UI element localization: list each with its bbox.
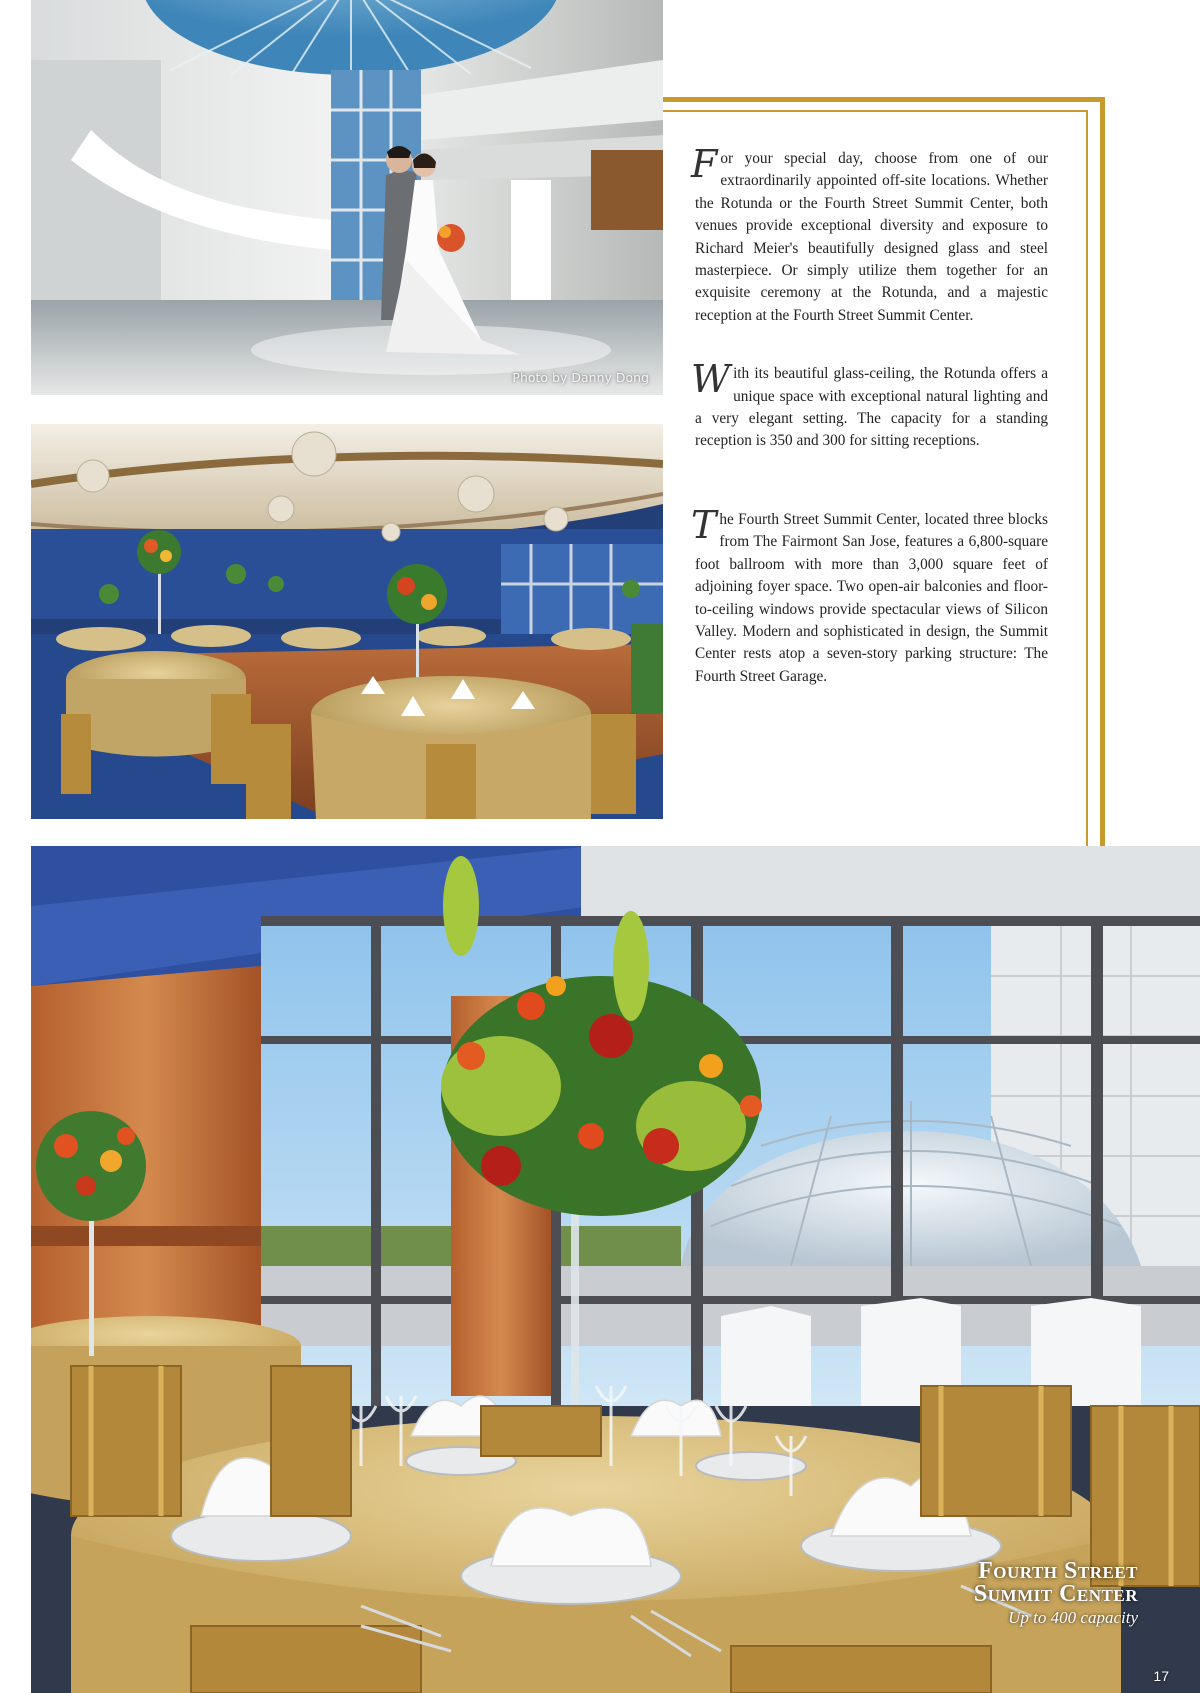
venue-description: [691, 142, 1048, 688]
venue-caption: [974, 1560, 1138, 1628]
drop-cap: W: [691, 357, 731, 402]
ballroom-photo: [31, 424, 663, 819]
paragraph-text: ith its beautiful glass-ceiling, the Rotunda offers a unique space with exceptional natural lighting and a very elegant setting. The capacity for a standing reception is 350 and 300 for sitting receptions.: [695, 365, 1048, 450]
drop-cap: F: [691, 142, 718, 186]
paragraph-text: or your special day, choose from one of our extraordinarily appointed off-site locations. Whether the Rotunda or the Fourth Street Summit Center, both venues provide exceptional diversity and exposure to Richard Meier's beautifully designed glass and steel masterpiece. Or simply utilize them together for an exquisite ceremony at the Rotunda, and a majestic reception at the Fourth Street Summit Center.: [695, 150, 1048, 324]
drop-cap: T: [691, 502, 717, 547]
page-number: 17: [1153, 1668, 1169, 1684]
intro-paragraph: [691, 142, 1048, 327]
summit-center-paragraph: [691, 502, 1048, 688]
caption-title-line-1: Fourth Street: [978, 1558, 1138, 1584]
capacity-label: Up to 400 capacity: [1008, 1608, 1138, 1627]
rotunda-paragraph: [691, 357, 1048, 453]
rotunda-wedding-photo: [31, 0, 663, 395]
photo-credit: Photo by Danny Dong: [512, 370, 649, 385]
caption-title-line-2: Summit Center: [973, 1581, 1138, 1607]
paragraph-text: he Fourth Street Summit Center, located three blocks from The Fairmont San Jose, features a 6,800-square foot ballroom with more than 3,000 square feet of adjoining foyer space. Two open-air balconies and floor-to-ceiling windows provide spectacular views of Silicon Valley. Modern and sophisticated in design, the Summit Center rests atop a seven-story parking structure: The Fourth Street Garage.: [695, 510, 1048, 685]
